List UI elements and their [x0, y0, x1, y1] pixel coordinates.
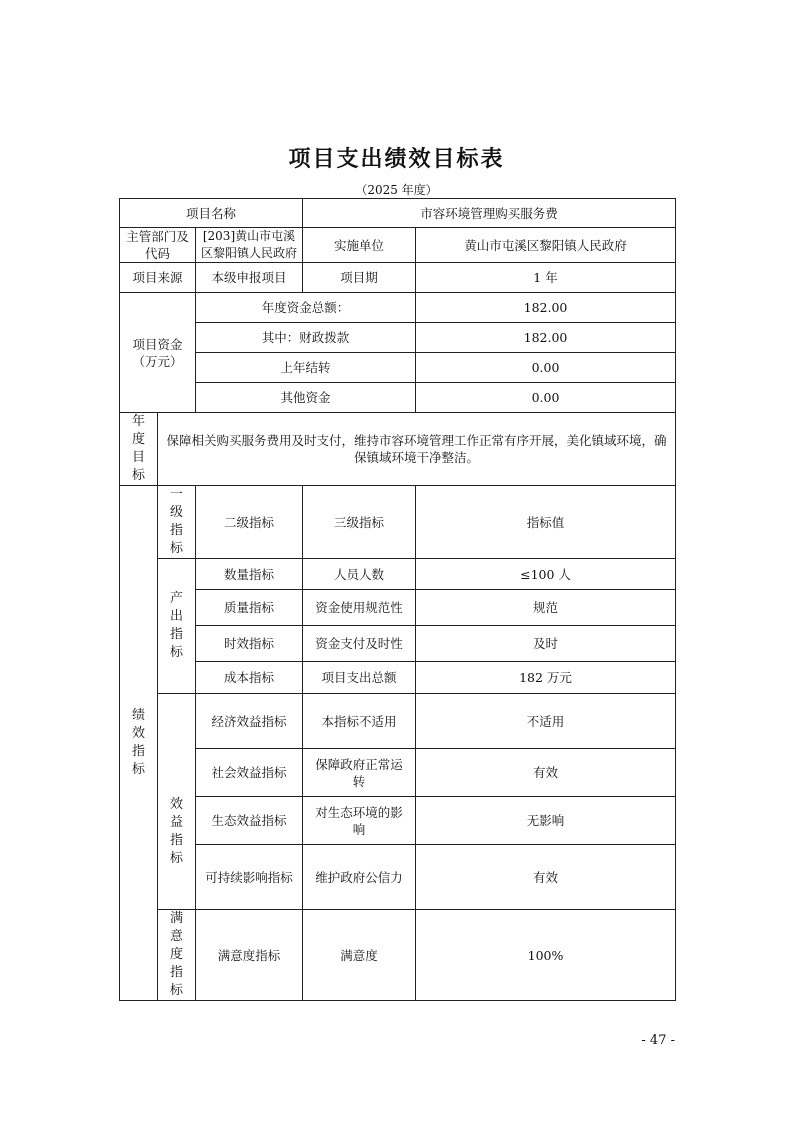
level2-cell: 经济效益指标	[196, 694, 303, 749]
benefit-indicators-label: 效益指标	[158, 694, 196, 910]
table-row	[120, 590, 676, 626]
level3-cell: 项目支出总额	[303, 662, 416, 694]
table-row	[120, 626, 676, 662]
indicator-value: 182 万元	[416, 662, 676, 694]
level3-cell: 资金使用规范性	[303, 590, 416, 626]
level2-cell: 满意度指标	[196, 910, 303, 1001]
table-row	[120, 910, 676, 1001]
implementing-unit-value: 黄山市屯溪区黎阳镇人民政府	[416, 228, 676, 263]
level3-cell: 满意度	[303, 910, 416, 1001]
project-source-value: 本级申报项目	[196, 263, 303, 293]
project-source-label: 项目来源	[120, 263, 196, 293]
level3-cell: 本指标不适用	[303, 694, 416, 749]
page-title: 项目支出绩效目标表	[288, 147, 505, 172]
table-row	[120, 749, 676, 797]
level2-cell: 社会效益指标	[196, 749, 303, 797]
row-department	[120, 228, 676, 263]
department-label: 主管部门及代码	[120, 228, 196, 263]
performance-target-table	[119, 198, 676, 1001]
row-funds-carryover	[120, 353, 676, 383]
project-period-label: 项目期	[303, 263, 416, 293]
output-indicators-label: 产出指标	[158, 559, 196, 694]
funds-row-value: 182.00	[416, 323, 676, 353]
row-source	[120, 263, 676, 293]
level2-header: 二级指标	[196, 486, 303, 559]
level2-cell: 成本指标	[196, 662, 303, 694]
level3-cell: 保障政府正常运转	[303, 749, 416, 797]
indicator-value: 有效	[416, 845, 676, 910]
funds-label: 项目资金 （万元）	[120, 293, 196, 413]
annual-goal-label: 年度目标	[120, 413, 158, 486]
level3-cell: 维护政府公信力	[303, 845, 416, 910]
funds-row-label: 年度资金总额：	[196, 293, 416, 323]
indicator-value: 100%	[416, 910, 676, 1001]
indicator-value: 规范	[416, 590, 676, 626]
level3-cell: 资金支付及时性	[303, 626, 416, 662]
performance-indicators-label: 绩效指标	[120, 486, 158, 1001]
row-annual-goal	[120, 413, 676, 486]
row-funds-other	[120, 383, 676, 413]
funds-row-value: 0.00	[416, 383, 676, 413]
table-row	[120, 662, 676, 694]
funds-row-label: 上年结转	[196, 353, 416, 383]
indicator-value: 及时	[416, 626, 676, 662]
level2-cell: 生态效益指标	[196, 797, 303, 845]
implementing-unit-label: 实施单位	[303, 228, 416, 263]
level2-cell: 质量指标	[196, 590, 303, 626]
project-name-value: 市容环境管理购买服务费	[303, 199, 676, 228]
department-value: [203]黄山市屯溪区黎阳镇人民政府	[196, 228, 303, 263]
fiscal-year: （2025 年度）	[355, 183, 438, 197]
row-funds-fiscal	[120, 323, 676, 353]
level3-header: 三级指标	[303, 486, 416, 559]
row-indicator-header	[120, 486, 676, 559]
level2-cell: 数量指标	[196, 559, 303, 590]
funds-row-value: 0.00	[416, 353, 676, 383]
indicator-value: ≤100 人	[416, 559, 676, 590]
indicator-value: 有效	[416, 749, 676, 797]
funds-row-label: 其他资金	[196, 383, 416, 413]
table-row	[120, 559, 676, 590]
project-name-label: 项目名称	[120, 199, 303, 228]
annual-goal-text: 保障相关购买服务费用及时支付，维持市容环境管理工作正常有序开展，美化镇域环境，确保镇域环境干净整洁。	[158, 413, 676, 486]
level3-cell: 人员人数	[303, 559, 416, 590]
table-row	[120, 797, 676, 845]
table-row	[120, 845, 676, 910]
level3-cell: 对生态环境的影响	[303, 797, 416, 845]
table-row	[120, 694, 676, 749]
level1-header: 一级指标	[158, 486, 196, 559]
funds-row-value: 182.00	[416, 293, 676, 323]
funds-row-label: 其中：财政拨款	[196, 323, 416, 353]
satisfaction-indicators-label: 满意度指标	[158, 910, 196, 1001]
level2-cell: 可持续影响指标	[196, 845, 303, 910]
row-funds-total	[120, 293, 676, 323]
project-period-value: 1 年	[416, 263, 676, 293]
indicator-value: 不适用	[416, 694, 676, 749]
page-number: - 47 -	[641, 1033, 675, 1048]
row-project-name	[120, 199, 676, 228]
indicator-value: 无影响	[416, 797, 676, 845]
level2-cell: 时效指标	[196, 626, 303, 662]
value-header: 指标值	[416, 486, 676, 559]
